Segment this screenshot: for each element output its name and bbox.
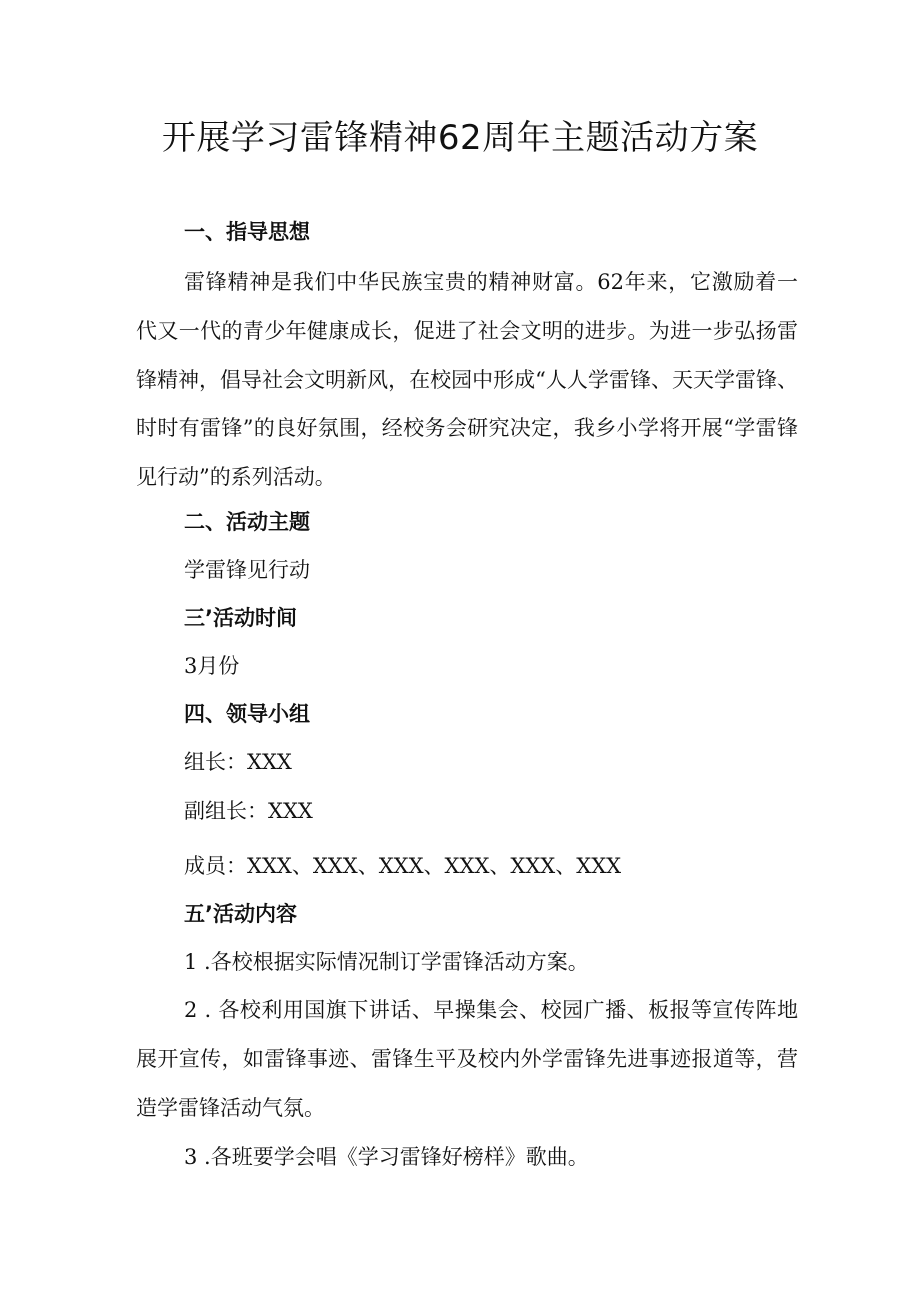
activity-content-item: 2 . 各校利用国旗下讲话、早操集会、校园广播、板报等宣传阵地展开宣传，如雷锋事迹、雷锋生平及校内外学雷锋先进事迹报道等，营造学雷锋活动气氛。 xyxy=(136,998,798,1120)
section-heading-leadership-group: 四、领导小组 xyxy=(184,702,310,726)
activity-time-text: 3月份 xyxy=(184,654,240,678)
section-heading-activity-content: 五’活动内容 xyxy=(184,902,297,926)
leadership-deputy: 副组长：XXX xyxy=(184,799,313,823)
section-heading-activity-theme: 二、活动主题 xyxy=(184,510,310,534)
activity-content-item: 3 .各班要学会唱《学习雷锋好榜样》歌曲。 xyxy=(184,1145,589,1169)
section-paragraph-guiding-ideology: 雷锋精神是我们中华民族宝贵的精神财富。62年来，它激励着一代又一代的青少年健康成长，促进了社会文明的进步。为进一步弘扬雷锋精神，倡导社会文明新风，在校园中形成“人人学雷锋、天天学雷锋、时时有雷锋”的良好氛围，经校务会研究决定，我乡小学将开展“学雷锋见行动”的系列活动。 xyxy=(136,270,798,490)
section-heading-guiding-ideology: 一、指导思想 xyxy=(184,220,310,244)
section-heading-activity-time: 三’活动时间 xyxy=(184,606,297,630)
leadership-members: 成员：XXX、XXX、XXX、XXX、XXX、XXX xyxy=(184,854,622,878)
activity-theme-text: 学雷锋见行动 xyxy=(184,558,310,582)
document-title: 开展学习雷锋精神62周年主题活动方案 xyxy=(161,118,759,158)
leadership-leader: 组长：XXX xyxy=(184,750,292,774)
activity-content-item: 1 .各校根据实际情况制订学雷锋活动方案。 xyxy=(184,950,589,974)
